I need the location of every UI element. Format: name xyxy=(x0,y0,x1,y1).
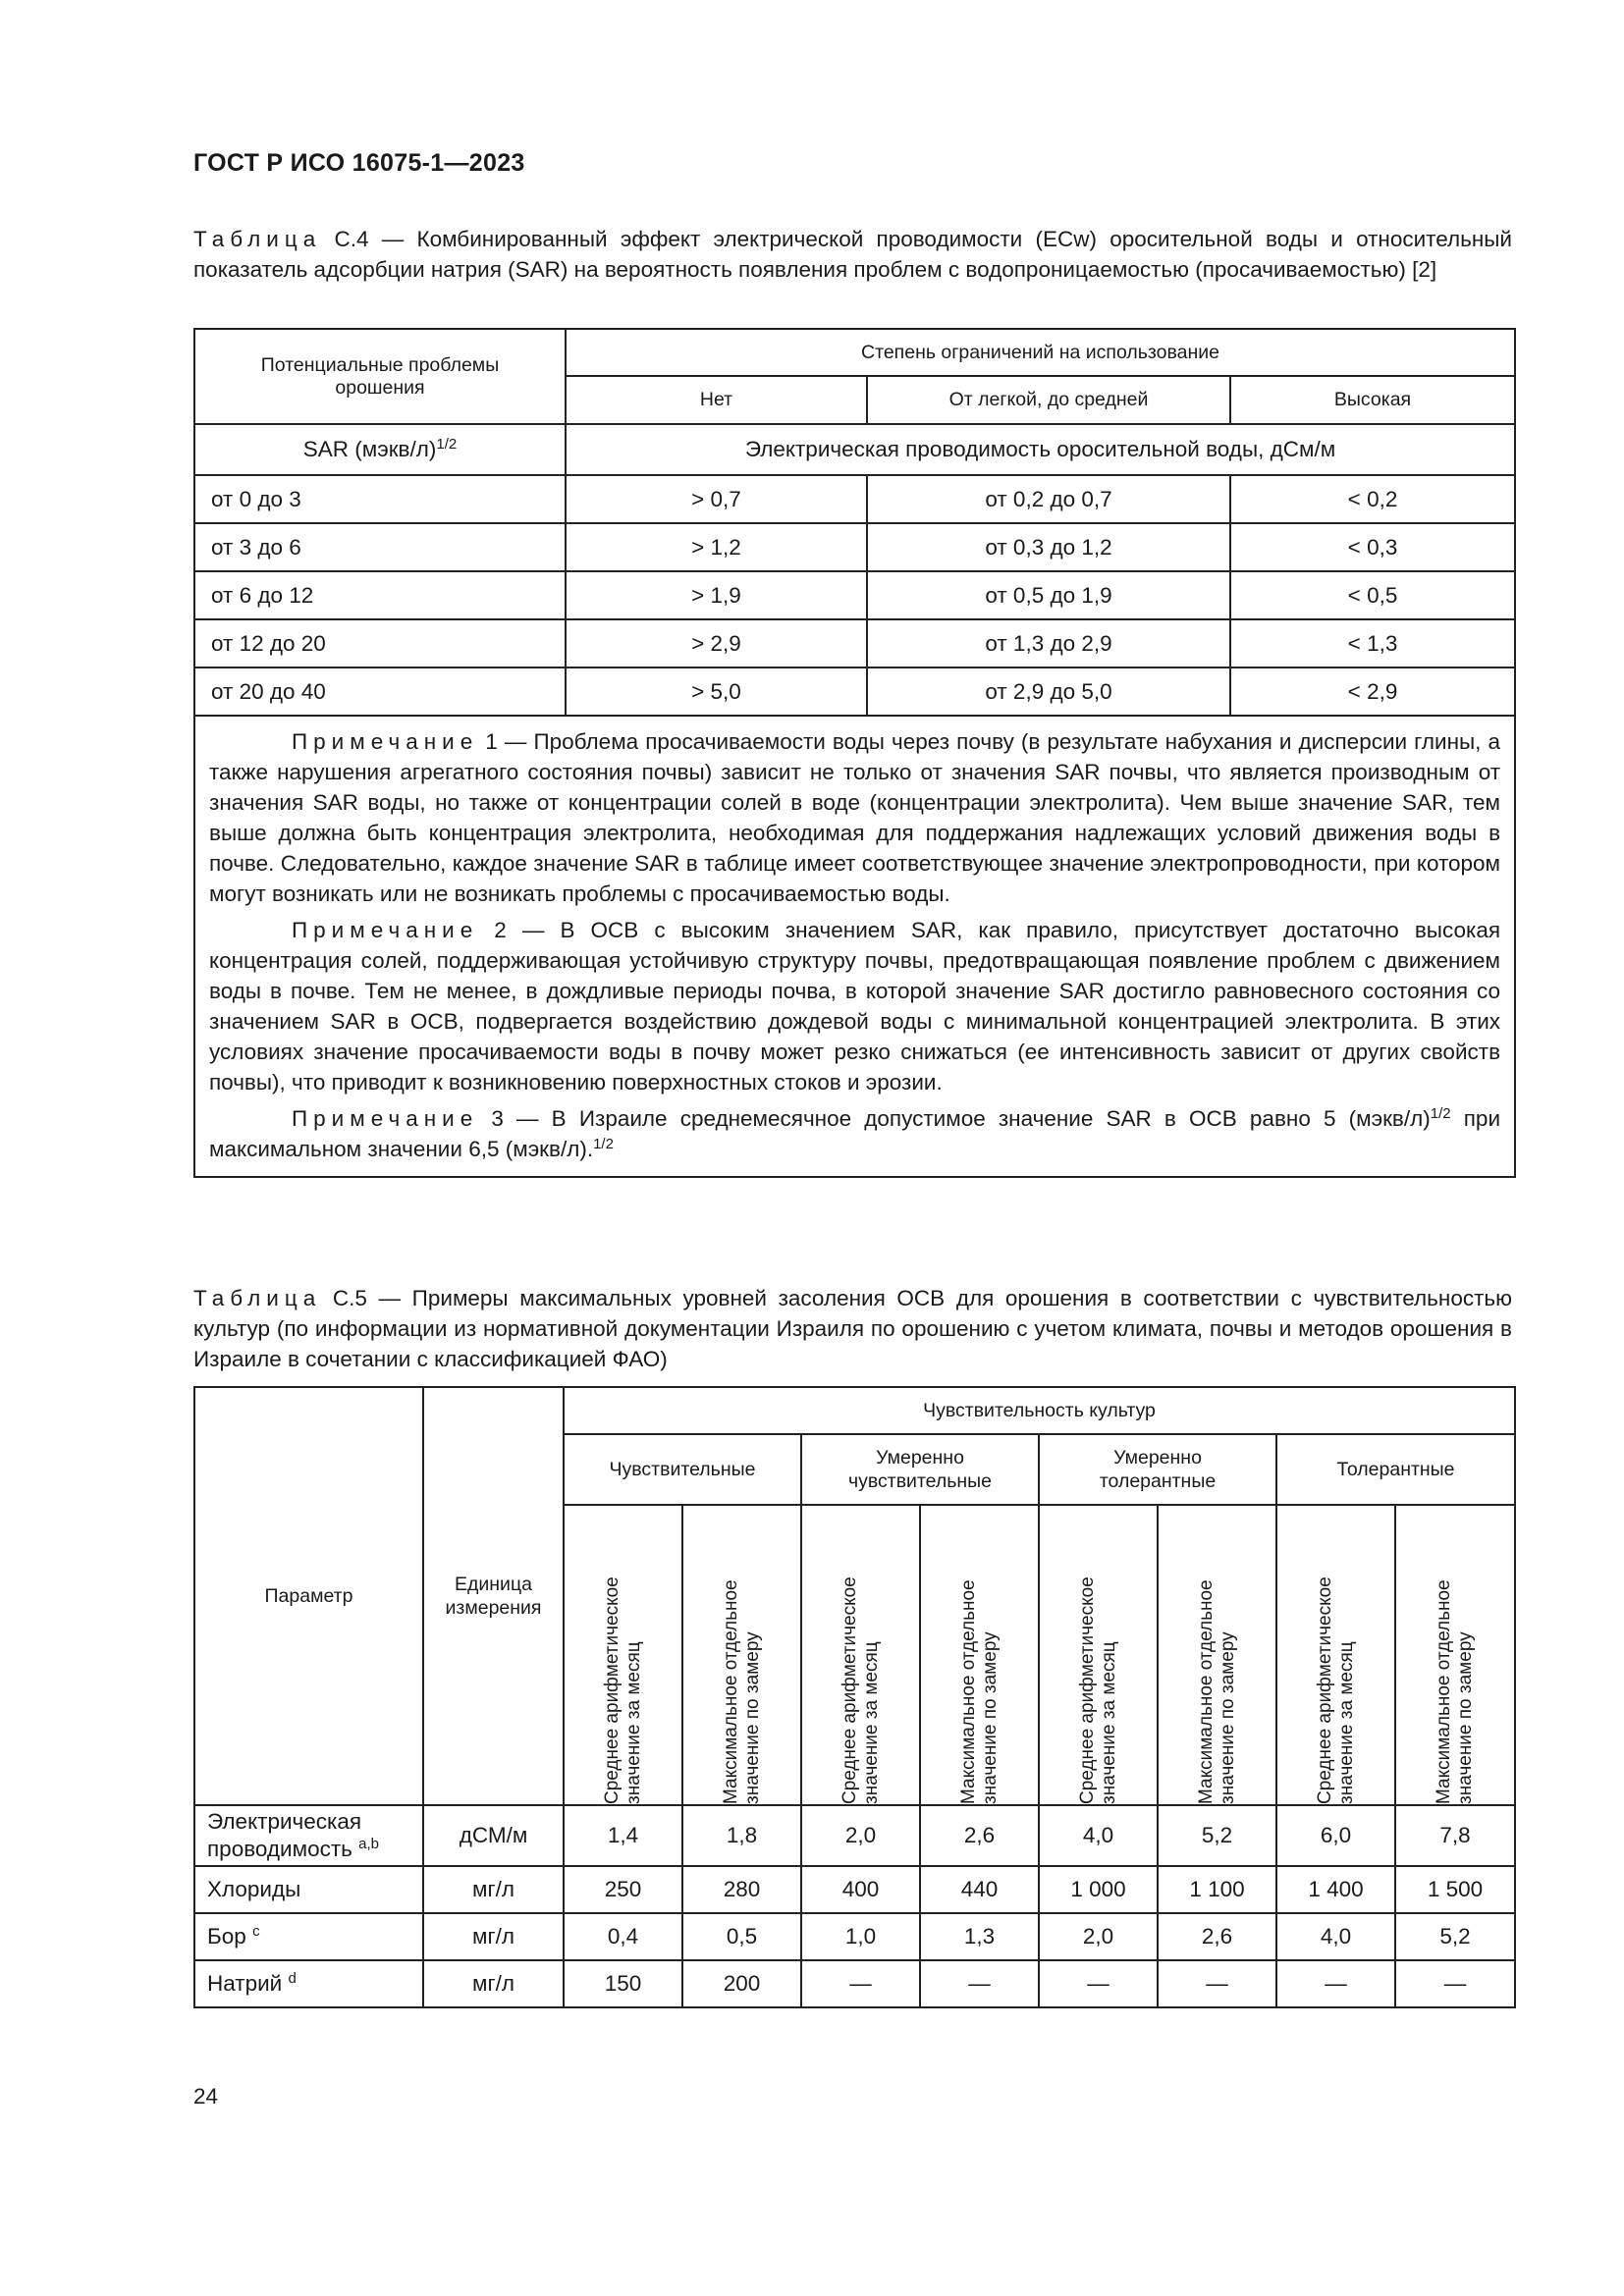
cell-none: > 0,7 xyxy=(566,475,867,523)
sub-avg: Среднее арифметическое значение за месяц xyxy=(1039,1505,1158,1805)
cell-value: 1,4 xyxy=(564,1805,682,1866)
cell-value: 2,6 xyxy=(1158,1913,1276,1960)
header-sensitivity: Чувствительность культур xyxy=(564,1387,1515,1434)
sub-max: Максимальное отдельное значение по замеру xyxy=(920,1505,1039,1805)
cell-none: > 1,2 xyxy=(566,523,867,571)
cell-value: 7,8 xyxy=(1395,1805,1515,1866)
cell-unit: мг/л xyxy=(423,1913,564,1960)
cell-param: Бор $^c$ xyxy=(194,1913,423,1960)
cell-value: — xyxy=(1158,1960,1276,2007)
sub-max: Максимальное отдельное значение по замеру xyxy=(682,1505,801,1805)
cell-value: 0,4 xyxy=(564,1913,682,1960)
sar-label: SAR (мэкв/л)$^{1/2}$ xyxy=(194,424,566,475)
note-1: Примечание 1 — Проблема просачиваемости воды через почву (в результате набухания и дисперсии глины, а также нарушения агрегатного состояния почвы) зависит не только от значения SAR почвы, что является производным от значения SAR воды, но также от концентрации солей в воде (концентрации электролита). Чем выше значение SAR, тем выше должна быть концентрация электролита, необходимая для поддержания надлежащих условий движения воды в почве. Следовательно, каждое значение SAR в таблице имеет соответствующее значение электропроводности, при котором могут возникать или не возникать проблемы с просачиваемостью воды. xyxy=(209,729,1501,906)
group-tolerant: Толерантные xyxy=(1276,1434,1515,1505)
sub-avg: Среднее арифметическое значение за месяц xyxy=(1276,1505,1395,1805)
cell-value: 5,2 xyxy=(1158,1805,1276,1866)
table-c5-caption xyxy=(193,1283,1512,1374)
note-2: Примечание 2 — В ОСВ с высоким значением SAR, как правило, присутствует достаточно высокая концентрация солей, поддерживающая устойчивую структуру почвы, предотвращающая появление проблем с движением воды в почве. Тем не менее, в дождливые периоды почва, в которой значение SAR достигло равновесного состояния со значением SAR в ОСВ, подвергается воздействию дождевой воды с минимальной концентрацией электролита. В этих условиях значение просачиваемости воды в почву может резко снижаться (ее интенсивность зависит от других свойств почвы), что приводит к возникновению поверхностных стоков и эрозии. xyxy=(209,918,1501,1095)
header-unit: Единица измерения xyxy=(423,1387,564,1805)
cell-high: < 0,2 xyxy=(1230,475,1515,523)
cell-value: 150 xyxy=(564,1960,682,2007)
caption-text: С.5 — Примеры максимальных уровней засоления ОСВ для орошения в соответствии с чувствительностью культур (по информации из нормативной документации Израиля по орошению с учетом климата, почвы и методов орошения в Израиле в сочетании с классификацией ФАО) xyxy=(193,1286,1512,1371)
sub-avg: Среднее арифметическое значение за месяц xyxy=(564,1505,682,1805)
cell-value: 1 100 xyxy=(1158,1866,1276,1913)
cell-value: 5,2 xyxy=(1395,1913,1515,1960)
cell-value: — xyxy=(801,1960,920,2007)
cell-sar: от 20 до 40 xyxy=(194,667,566,716)
table-row xyxy=(194,1866,1515,1913)
cell-unit: мг/л xyxy=(423,1866,564,1913)
cell-param: Хлориды xyxy=(194,1866,423,1913)
sub-max: Максимальное отдельное значение по замеру xyxy=(1395,1505,1515,1805)
table-c5 xyxy=(193,1386,1516,2008)
sub-max: Максимальное отдельное значение по замеру xyxy=(1158,1505,1276,1805)
caption-text: С.4 — Комбинированный эффект электрической проводимости (ECw) оросительной воды и относительный показатель адсорбции натрия (SAR) на вероятность появления проблем с водопроницаемостью (просачиваемостью) [2] xyxy=(193,227,1512,282)
cell-mild: от 1,3 до 2,9 xyxy=(867,619,1230,667)
col-mild: От легкой, до средней xyxy=(867,376,1230,424)
cell-value: 2,6 xyxy=(920,1805,1039,1866)
group-moderately-sensitive: Умеренно чувствительные xyxy=(801,1434,1039,1505)
cell-sar: от 0 до 3 xyxy=(194,475,566,523)
cell-value: — xyxy=(1395,1960,1515,2007)
cell-high: < 0,3 xyxy=(1230,523,1515,571)
cell-value: 1,0 xyxy=(801,1913,920,1960)
cell-sar: от 6 до 12 xyxy=(194,571,566,619)
cell-mild: от 2,9 до 5,0 xyxy=(867,667,1230,716)
cell-value: 280 xyxy=(682,1866,801,1913)
cell-value: 1 400 xyxy=(1276,1866,1395,1913)
cell-value: 2,0 xyxy=(1039,1913,1158,1960)
table-row xyxy=(194,571,1515,619)
cell-unit: дСМ/м xyxy=(423,1805,564,1866)
cell-value: 0,5 xyxy=(682,1913,801,1960)
cell-none: > 5,0 xyxy=(566,667,867,716)
cell-value: 4,0 xyxy=(1276,1913,1395,1960)
cell-unit: мг/л xyxy=(423,1960,564,2007)
cell-param: Натрий $^d$ xyxy=(194,1960,423,2007)
table-row xyxy=(194,1805,1515,1866)
table-row xyxy=(194,667,1515,716)
cell-sar: от 3 до 6 xyxy=(194,523,566,571)
cell-value: 200 xyxy=(682,1960,801,2007)
group-moderately-tolerant: Умеренно толерантные xyxy=(1039,1434,1276,1505)
caption-word: Таблица xyxy=(193,227,322,251)
table-row xyxy=(194,1913,1515,1960)
sub-avg: Среднее арифметическое значение за месяц xyxy=(801,1505,920,1805)
table-c4 xyxy=(193,328,1516,1178)
header-problems: Потенциальные проблемы орошения xyxy=(194,329,566,424)
caption-word: Таблица xyxy=(193,1286,322,1310)
conductivity-label: Электрическая проводимость оросительной воды, дСм/м xyxy=(566,424,1515,475)
cell-value: 400 xyxy=(801,1866,920,1913)
cell-value: — xyxy=(920,1960,1039,2007)
col-none: Нет xyxy=(566,376,867,424)
table-row xyxy=(194,1960,1515,2007)
table-row xyxy=(194,619,1515,667)
cell-value: 1 500 xyxy=(1395,1866,1515,1913)
cell-value: 1,8 xyxy=(682,1805,801,1866)
cell-high: < 1,3 xyxy=(1230,619,1515,667)
page-number: 24 xyxy=(193,2084,219,2109)
cell-high: < 0,5 xyxy=(1230,571,1515,619)
cell-mild: от 0,5 до 1,9 xyxy=(867,571,1230,619)
cell-value: — xyxy=(1276,1960,1395,2007)
cell-param: Электрическая проводимость $^{a,b}$ xyxy=(194,1805,423,1866)
cell-value: 6,0 xyxy=(1276,1805,1395,1866)
cell-value: 250 xyxy=(564,1866,682,1913)
table-row xyxy=(194,523,1515,571)
cell-high: < 2,9 xyxy=(1230,667,1515,716)
cell-value: 1,3 xyxy=(920,1913,1039,1960)
note-3: Примечание 3 — В Израиле среднемесячное допустимое значение SAR в ОСВ равно 5 (мэкв/л)$^{1/2}$ при максимальном значении 6,5 (мэкв/л).$^{1/2}$ xyxy=(209,1105,1501,1161)
group-sensitive: Чувствительные xyxy=(564,1434,801,1505)
cell-none: > 2,9 xyxy=(566,619,867,667)
cell-value: — xyxy=(1039,1960,1158,2007)
table-c4-caption xyxy=(193,224,1512,285)
notes-cell xyxy=(194,716,1515,1177)
document-header: ГОСТ Р ИСО 16075-1—2023 xyxy=(193,149,525,177)
col-high: Высокая xyxy=(1230,376,1515,424)
cell-value: 1 000 xyxy=(1039,1866,1158,1913)
cell-sar: от 12 до 20 xyxy=(194,619,566,667)
header-degree: Степень ограничений на использование xyxy=(566,329,1515,376)
cell-value: 4,0 xyxy=(1039,1805,1158,1866)
cell-mild: от 0,3 до 1,2 xyxy=(867,523,1230,571)
cell-mild: от 0,2 до 0,7 xyxy=(867,475,1230,523)
header-param: Параметр xyxy=(194,1387,423,1805)
cell-none: > 1,9 xyxy=(566,571,867,619)
cell-value: 440 xyxy=(920,1866,1039,1913)
cell-value: 2,0 xyxy=(801,1805,920,1866)
table-row xyxy=(194,475,1515,523)
